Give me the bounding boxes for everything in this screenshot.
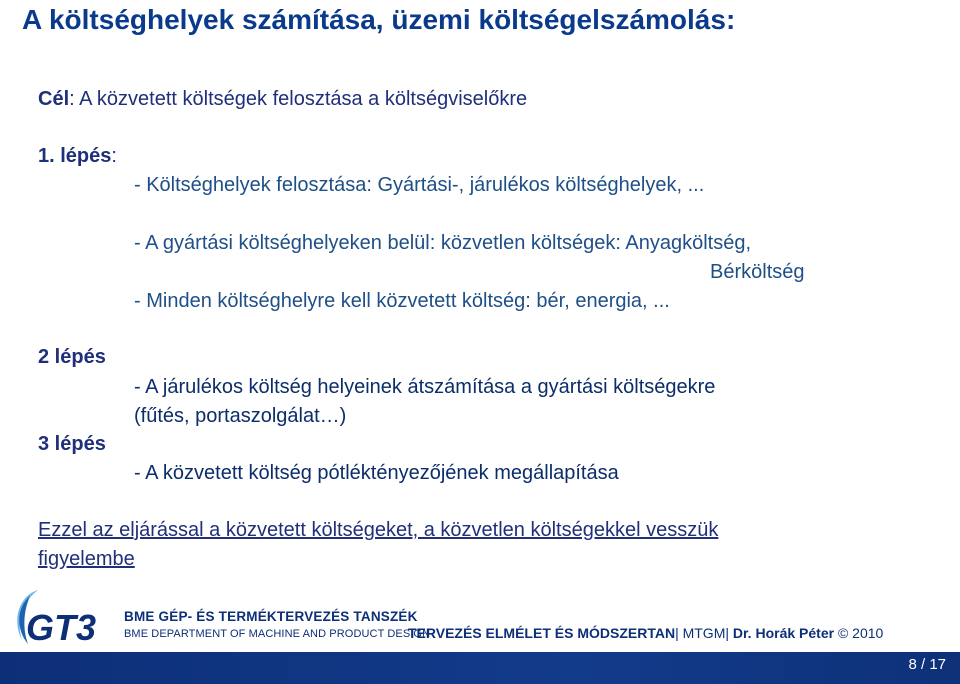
step2-label: 2 lépés	[38, 346, 106, 368]
step2-line1: - A járulékos költség helyeinek átszámítása a gyártási költségekre	[134, 376, 716, 398]
step1-line1: - Költséghelyek felosztása: Gyártási-, járulékos költséghelyek, ...	[134, 174, 705, 196]
slide-title: A költséghelyek számítása, üzemi költségelszámolás:	[22, 4, 736, 35]
step1-heading	[38, 145, 117, 168]
copyright-year: © 2010	[837, 625, 884, 641]
page-number: 8 / 17	[908, 656, 946, 673]
goal-line	[38, 88, 527, 111]
step2-line2: (fűtés, portaszolgálat…)	[134, 405, 347, 427]
step1-line2: - A gyártási költséghelyeken belül: közvetlen költségek: Anyagköltség,	[134, 232, 752, 254]
step1-label: 1. lépés	[38, 145, 112, 167]
department-name-en: BME DEPARTMENT OF MACHINE AND PRODUCT DESIGN	[124, 628, 431, 640]
author-name: Dr. Horák Péter	[732, 625, 835, 641]
footer-credit: TERVEZÉS ELMÉLET ÉS MÓDSZERTAN| MTGM| Dr. Horák Péter © 2010	[408, 625, 884, 641]
step1-colon: :	[111, 145, 117, 167]
logo-text: GT3	[26, 607, 97, 648]
step3-line1: - A közvetett költség pótléktényezőjének megállapítása	[134, 462, 619, 484]
org-name: MTGM	[682, 625, 726, 641]
goal-text: : A közvetett költségek felosztása a költségviselőkre	[69, 88, 528, 110]
step3-label: 3 lépés	[38, 433, 106, 455]
course-name: TERVEZÉS ELMÉLET ÉS MÓDSZERTAN	[408, 625, 676, 641]
footer-band	[0, 652, 960, 684]
step1-line2b: Bérköltség	[710, 261, 805, 283]
step1-line3: - Minden költséghelyre kell közvetett költség: bér, energia, ...	[134, 290, 670, 312]
gt3-logo-icon	[8, 582, 120, 652]
conclusion-line1: Ezzel az eljárással a közvetett költségeket, a közvetlen költségekkel vesszük	[38, 519, 719, 541]
goal-label: Cél	[38, 88, 70, 110]
conclusion-line2: figyelembe	[38, 548, 135, 570]
department-name-hu: BME GÉP- ÉS TERMÉKTERVEZÉS TANSZÉK	[124, 609, 418, 624]
